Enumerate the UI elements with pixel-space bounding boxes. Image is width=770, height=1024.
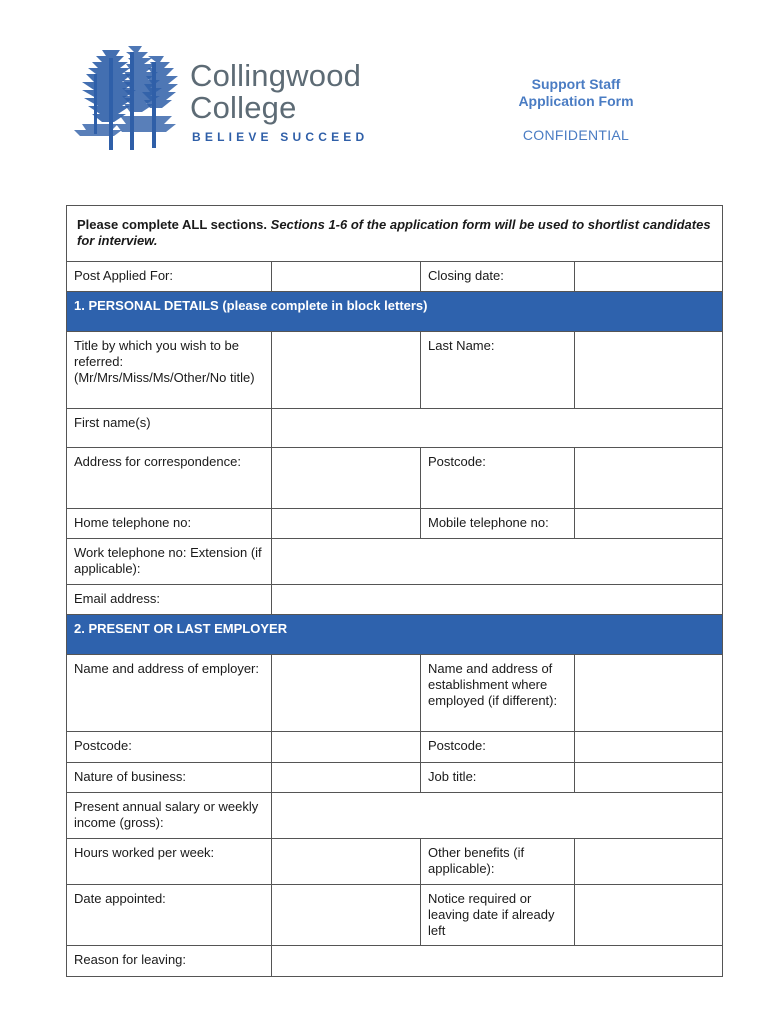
table-row [67, 539, 723, 585]
logo-tagline: BELIEVE SUCCEED [192, 130, 369, 144]
table-row [67, 885, 723, 946]
college-logo [72, 44, 392, 159]
last-name-field[interactable] [575, 332, 723, 409]
establishment-postcode-field[interactable] [575, 732, 723, 763]
intro-bold-text: Please complete ALL sections. [77, 217, 268, 232]
section-header-row [67, 615, 723, 655]
tree-logo-icon [72, 44, 182, 159]
table-row [67, 655, 723, 732]
section-header-row [67, 292, 723, 332]
intro-row [67, 206, 723, 262]
section2-header: 2. PRESENT OR LAST EMPLOYER [67, 615, 723, 655]
intro-cell [67, 206, 723, 262]
work-telephone-field[interactable] [272, 539, 723, 585]
date-appointed-field[interactable] [272, 885, 421, 946]
employer-field[interactable] [272, 655, 421, 732]
table-row [67, 448, 723, 509]
reason-for-leaving-field[interactable] [272, 946, 723, 977]
table-row [67, 946, 723, 977]
last-name-label: Last Name: [421, 332, 575, 409]
title-referred-label: Title by which you wish to be referred: (Mr/Mrs/Miss/Ms/Other/No title) [67, 332, 272, 409]
table-row [67, 262, 723, 292]
table-row [67, 763, 723, 793]
home-telephone-label: Home telephone no: [67, 509, 272, 539]
table-row [67, 409, 723, 448]
address-field[interactable] [272, 448, 421, 509]
salary-field[interactable] [272, 793, 723, 839]
first-names-field[interactable] [272, 409, 723, 448]
form-title-line1: Support Staff [531, 76, 621, 92]
table-row [67, 839, 723, 885]
postcode-label: Postcode: [421, 448, 575, 509]
job-title-field[interactable] [575, 763, 723, 793]
reason-for-leaving-label: Reason for leaving: [67, 946, 272, 977]
postcode-field[interactable] [575, 448, 723, 509]
establishment-field[interactable] [575, 655, 723, 732]
form-title-line2: Application Form [518, 93, 634, 109]
table-row [67, 732, 723, 763]
other-benefits-label: Other benefits (if applicable): [421, 839, 575, 885]
date-appointed-label: Date appointed: [67, 885, 272, 946]
employer-postcode-field[interactable] [272, 732, 421, 763]
notice-field[interactable] [575, 885, 723, 946]
salary-label: Present annual salary or weekly income (gross): [67, 793, 272, 839]
address-label: Address for correspondence: [67, 448, 272, 509]
notice-label: Notice required or leaving date if already left [421, 885, 575, 946]
mobile-telephone-label: Mobile telephone no: [421, 509, 575, 539]
hours-label: Hours worked per week: [67, 839, 272, 885]
logo-name-line1: Collingwood [190, 58, 362, 93]
logo-name-line2: College [190, 90, 297, 125]
establishment-postcode-label: Postcode: [421, 732, 575, 763]
home-telephone-field[interactable] [272, 509, 421, 539]
job-title-label: Job title: [421, 763, 575, 793]
application-form-table [66, 205, 723, 977]
table-row [67, 793, 723, 839]
table-row [67, 509, 723, 539]
table-row [67, 332, 723, 409]
employer-postcode-label: Postcode: [67, 732, 272, 763]
table-row [67, 585, 723, 615]
first-names-label: First name(s) [67, 409, 272, 448]
section1-header: 1. PERSONAL DETAILS (please complete in block letters) [67, 292, 723, 332]
nature-of-business-field[interactable] [272, 763, 421, 793]
establishment-label: Name and address of establishment where employed (if different): [421, 655, 575, 732]
mobile-telephone-field[interactable] [575, 509, 723, 539]
closing-date-label: Closing date: [421, 262, 575, 292]
confidential-label: CONFIDENTIAL [522, 127, 630, 143]
work-telephone-label: Work telephone no: Extension (if applicable): [67, 539, 272, 585]
hours-field[interactable] [272, 839, 421, 885]
other-benefits-field[interactable] [575, 839, 723, 885]
intro-italic-text: Sections 1-6 of the application form will be used to shortlist candidates for interview. [77, 217, 711, 248]
post-applied-field[interactable] [272, 262, 421, 292]
nature-of-business-label: Nature of business: [67, 763, 272, 793]
closing-date-field[interactable] [575, 262, 723, 292]
email-label: Email address: [67, 585, 272, 615]
post-applied-label: Post Applied For: [67, 262, 272, 292]
employer-label: Name and address of employer: [67, 655, 272, 732]
form-header [488, 76, 664, 143]
title-referred-field[interactable] [272, 332, 421, 409]
email-field[interactable] [272, 585, 723, 615]
